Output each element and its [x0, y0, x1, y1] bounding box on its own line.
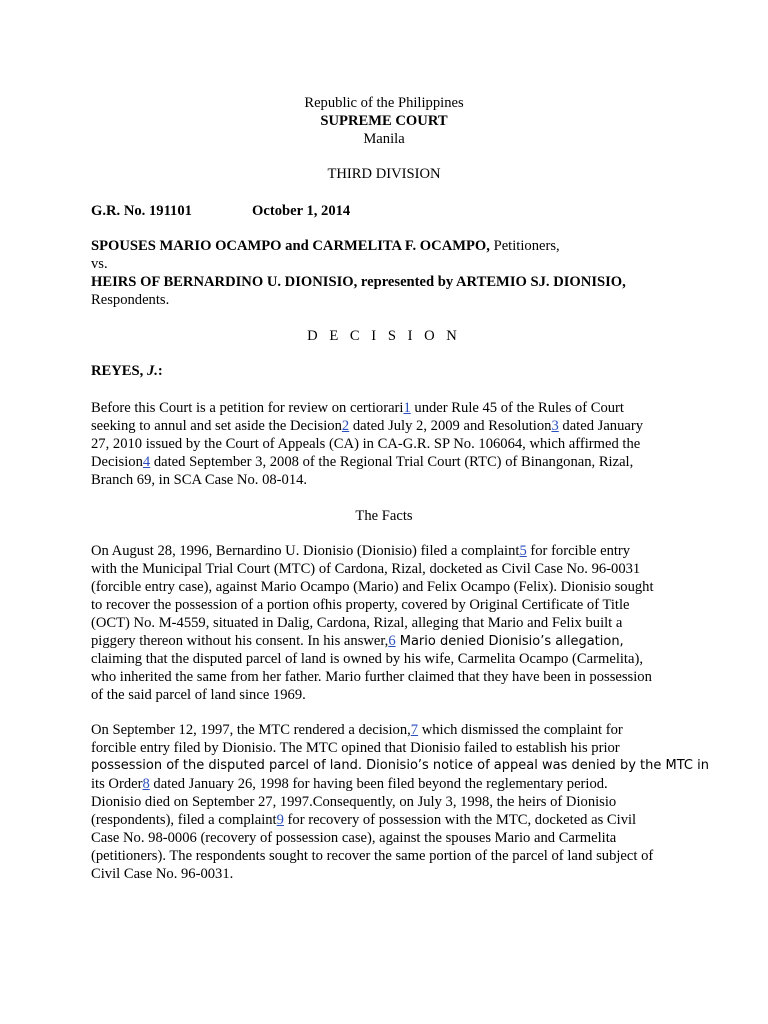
footnote-link-3[interactable]: 3 — [551, 418, 559, 434]
gr-number: G.R. No. 191101 — [91, 203, 192, 219]
text-run: under Rule 45 of the Rules of Court — [410, 400, 624, 416]
paragraph-line — [91, 811, 681, 829]
division-line: THIRD DIVISION — [327, 166, 441, 182]
paragraph-line: of the said parcel of land since 1969. — [91, 687, 306, 703]
text-run: for forcible entry — [526, 543, 631, 559]
case-number-line — [91, 202, 351, 220]
section-heading-facts: The Facts — [355, 508, 413, 524]
paragraph-line: (petitioners). The respondents sought to recover the same portion of the parcel of land subject of — [91, 848, 654, 864]
republic-line: Republic of the Philippines — [304, 95, 464, 111]
paragraph-line: who inherited the same from her father. Mario further claimed that they have been in possession — [91, 669, 652, 685]
paragraph-line — [91, 399, 681, 417]
paragraph-line: Civil Case No. 96-0031. — [91, 866, 234, 882]
text-run: for recovery of possession with the MTC, docketed as Civil — [283, 812, 637, 828]
text-run: On August 28, 1996, Bernardino U. Dionisio (Dionisio) filed a complaint — [91, 543, 520, 559]
paragraph-line — [91, 721, 681, 739]
text-run: dated January 26, 1998 for having been filed beyond the reglementary period. — [149, 776, 608, 792]
petitioners-name: SPOUSES MARIO OCAMPO and CARMELITA F. OCAMPO, — [91, 238, 490, 254]
footnote-link-2[interactable]: 2 — [341, 418, 350, 434]
text-run: (respondents), filed a complaint — [91, 812, 277, 828]
paragraph-line: (OCT) No. M-4559, situated in Dalig, Cardona, Rizal, alleging that Mario and Felix built a — [91, 615, 623, 631]
ponente — [91, 362, 163, 380]
versus: vs. — [91, 256, 108, 272]
paragraph-line — [91, 542, 681, 560]
text-run: piggery thereon without his consent. In his answer, — [91, 633, 389, 649]
text-run: its Order — [91, 776, 143, 792]
footnote-link-6[interactable]: 6 — [388, 633, 396, 649]
paragraph-line: Branch 69, in SCA Case No. 08-014. — [91, 472, 308, 488]
paragraph-line — [91, 775, 681, 793]
paragraph-3 — [91, 721, 709, 883]
text-run: Decision — [91, 454, 143, 470]
petitioners-role: Petitioners, — [489, 238, 560, 254]
text-run: dated July 2, 2009 and Resolution — [349, 418, 552, 434]
paragraph-1 — [91, 399, 681, 489]
text-run: dated September 3, 2008 of the Regional Trial Court (RTC) of Binangonan, Rizal, — [150, 454, 634, 470]
paragraph-line: 27, 2010 issued by the Court of Appeals (CA) in CA-G.R. SP No. 106064, which affirmed the — [91, 436, 641, 452]
ponente-colon: : — [157, 363, 163, 379]
paragraph-line: Dionisio died on September 27, 1997.Consequently, on July 3, 1998, the heirs of Dionisio — [91, 794, 617, 810]
ponente-name: REYES, — [91, 363, 147, 379]
paragraph-line — [91, 417, 681, 435]
case-date: October 1, 2014 — [252, 203, 351, 219]
ponente-title: J. — [146, 363, 158, 379]
footnote-link-8[interactable]: 8 — [142, 776, 150, 792]
paragraph-line: with the Municipal Trial Court (MTC) of Cardona, Rizal, docketed as Civil Case No. 96-0031 — [91, 561, 641, 577]
paragraph-2 — [91, 542, 681, 704]
petitioners-line — [91, 237, 691, 255]
respondents-line — [91, 273, 691, 291]
respondents-name: HEIRS OF BERNARDINO U. DIONISIO, represented by ARTEMIO SJ. DIONISIO, — [91, 274, 626, 290]
paragraph-line — [91, 453, 681, 471]
paragraph-line: claiming that the disputed parcel of land is owned by his wife, Carmelita Ocampo (Carmelita), — [91, 651, 643, 667]
text-run: which dismissed the complaint for — [418, 722, 623, 738]
paragraph-line: (forcible entry case), against Mario Ocampo (Mario) and Felix Ocampo (Felix). Dionisio sought — [91, 579, 654, 595]
paragraph-line — [91, 632, 681, 650]
text-run: On September 12, 1997, the MTC rendered a decision, — [91, 722, 411, 738]
footnote-link-1[interactable]: 1 — [403, 400, 411, 416]
footnote-link-4[interactable]: 4 — [142, 454, 151, 470]
court-header — [0, 94, 768, 148]
text-run: Mario denied Dionisio’s allegation, — [395, 634, 624, 649]
paragraph-line: Case No. 98-0006 (recovery of possession case), against the spouses Mario and Carmelita — [91, 830, 617, 846]
text-run: seeking to annul and set aside the Decision — [91, 418, 342, 434]
parties-block — [91, 237, 691, 309]
paragraph-line: possession of the disputed parcel of land. Dionisio’s notice of appeal was denied by the MTC in — [91, 758, 709, 773]
text-run: Before this Court is a petition for review on certiorari — [91, 400, 404, 416]
city-line: Manila — [363, 131, 405, 147]
text-run: dated January — [558, 418, 644, 434]
paragraph-line: to recover the possession of a portion ofhis property, covered by Original Certificate of Title — [91, 597, 630, 613]
footnote-link-5[interactable]: 5 — [519, 543, 527, 559]
respondents-role: Respondents. — [91, 292, 170, 308]
paragraph-line: forcible entry filed by Dionisio. The MTC opined that Dionisio failed to establish his prior — [91, 740, 620, 756]
footnote-link-9[interactable]: 9 — [276, 812, 284, 828]
court-name: SUPREME COURT — [320, 113, 448, 129]
decision-title: D E C I S I O N — [307, 328, 461, 344]
footnote-link-7[interactable]: 7 — [410, 722, 419, 738]
